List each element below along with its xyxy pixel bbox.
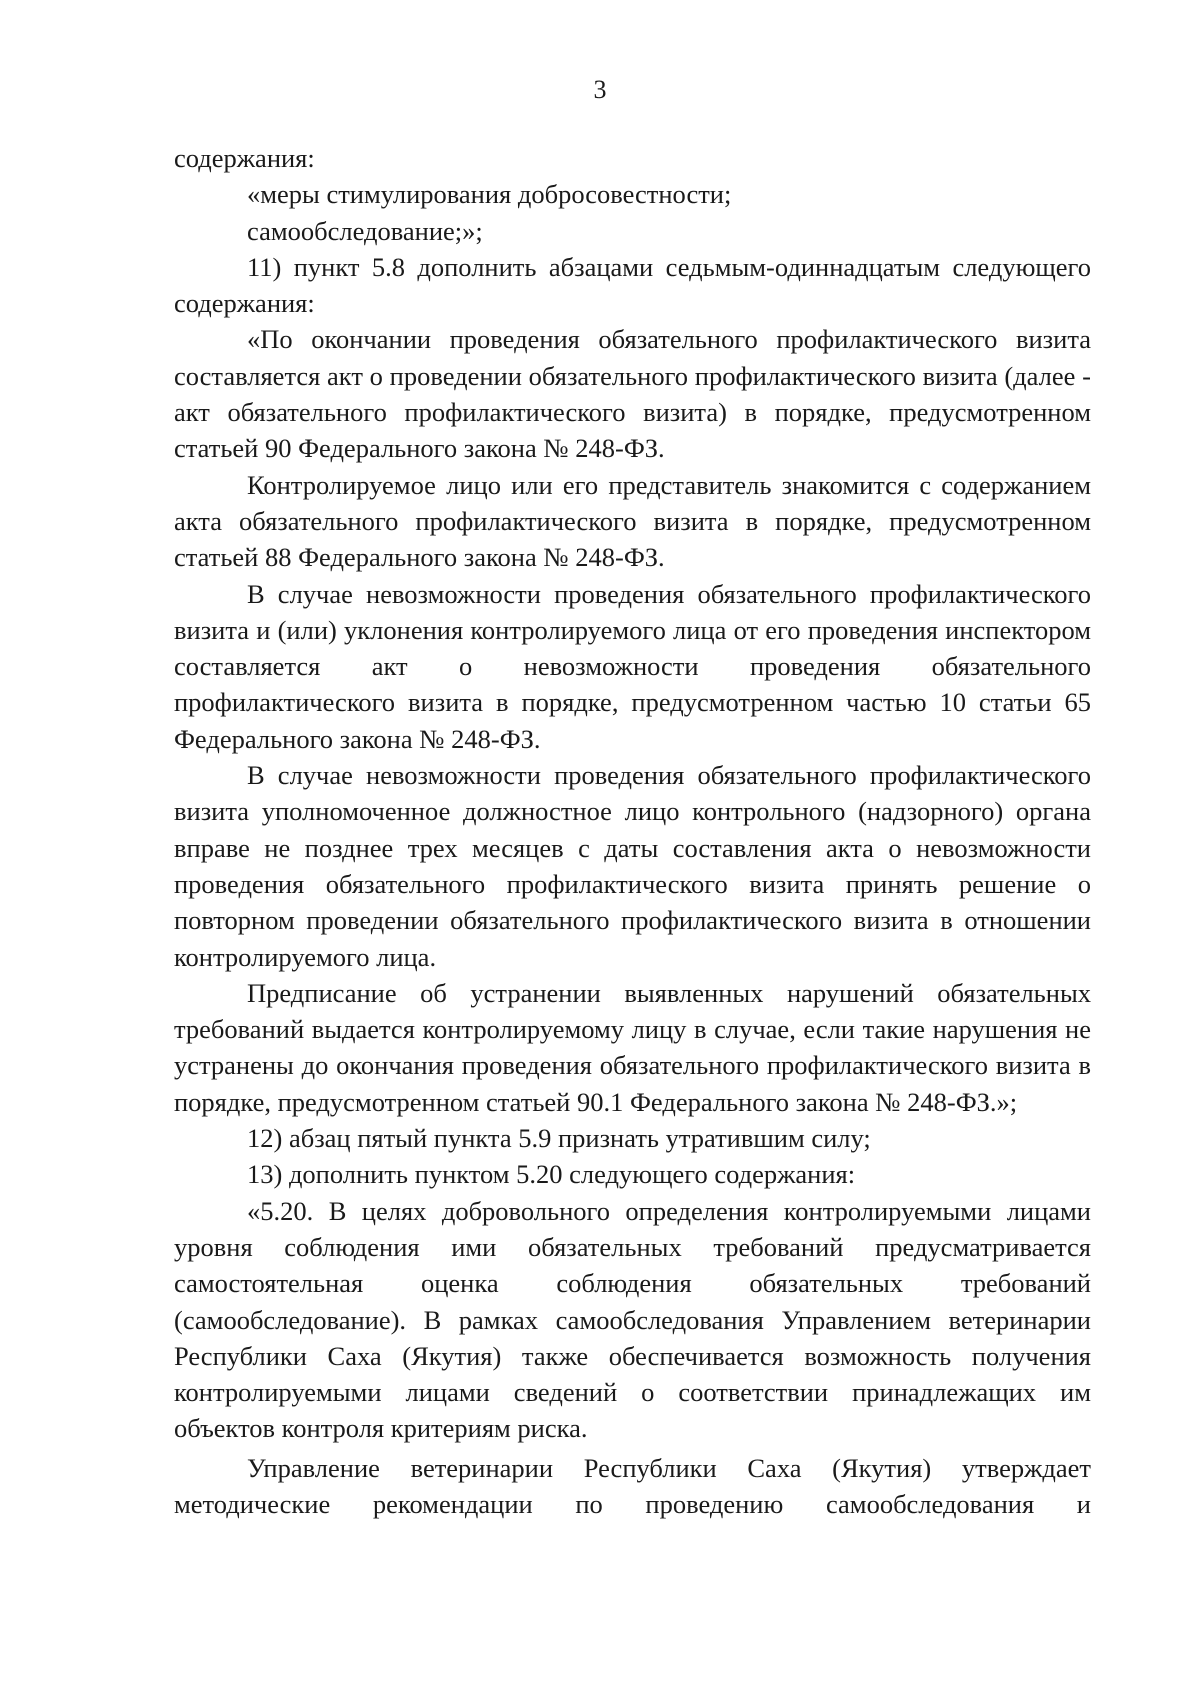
paragraph-continuation: содержания: — [174, 143, 315, 173]
paragraph-visit-act: «По окончании проведения обязательного профилактического визита составляется акт о проведении обязательного профилактического визита (далее - акт обязательного профилактического визита) в порядке, предусмотренном статьей 90 Федерального закона № 248-ФЗ. — [174, 324, 1091, 464]
paragraph-methodical-recommendations: Управление ветеринарии Республики Саха (Якутия) утверждает методические рекомендации по проведению самообследования и — [174, 1452, 1091, 1519]
paragraph-quote-measures: «меры стимулирования добросовестности; — [247, 179, 732, 210]
paragraph-impossibility-act: В случае невозможности проведения обязательного профилактического визита и (или) уклонения контролируемого лица от его проведения инспектором составляется акт о невозможности проведения обязательного профилактического визита в порядке, предусмотренном частью 10 статьи 65 Федерального закона № 248-ФЗ. — [174, 578, 1091, 754]
paragraph-order: Предписание об устранении выявленных нарушений обязательных требований выдается контролируемому лицу в случае, если такие нарушения не устранены до окончания проведения обязательного профилактического визита в порядке, предусмотренном статьей 90.1 Федерального закона № 248-ФЗ.»; — [174, 977, 1091, 1117]
paragraph-repeat-visit: В случае невозможности проведения обязательного профилактического визита уполномоченное должностное лицо контрольного (надзорного) органа вправе не позднее трех месяцев с даты составления акта о невозможности проведения обязательного профилактического визита принять решение о повторном проведении обязательного профилактического визита в отношении контролируемого лица. — [174, 760, 1091, 972]
paragraph-point-5-20: «5.20. В целях добровольного определения контролируемыми лицами уровня соблюдения ими обязательных требований предусматривается самостоятельная оценка соблюдения обязательных требований (самообследование). В рамках самообследования Управлением ветеринарии Республики Саха (Якутия) также обеспечивается возможность получения контролируемыми лицами сведений о соответствии принадлежащих им объектов контроля критериям риска. — [174, 1195, 1091, 1444]
document-body — [174, 140, 1091, 1522]
paragraph-controlled-person: Контролируемое лицо или его представитель знакомится с содержанием акта обязательного профилактического визита в порядке, предусмотренном статьей 88 Федерального закона № 248-ФЗ. — [174, 469, 1091, 573]
paragraph-quote-self-inspection: самообследование;»; — [247, 215, 483, 246]
paragraph-item-12: 12) абзац пятый пункта 5.9 признать утратившим силу; — [247, 1123, 871, 1154]
paragraph-item-13: 13) дополнить пунктом 5.20 следующего содержания: — [247, 1159, 856, 1190]
page-number: 3 — [593, 75, 607, 104]
paragraph-item-11: 11) пункт 5.8 дополнить абзацами седьмым-одиннадцатым следующего содержания: — [174, 251, 1091, 319]
